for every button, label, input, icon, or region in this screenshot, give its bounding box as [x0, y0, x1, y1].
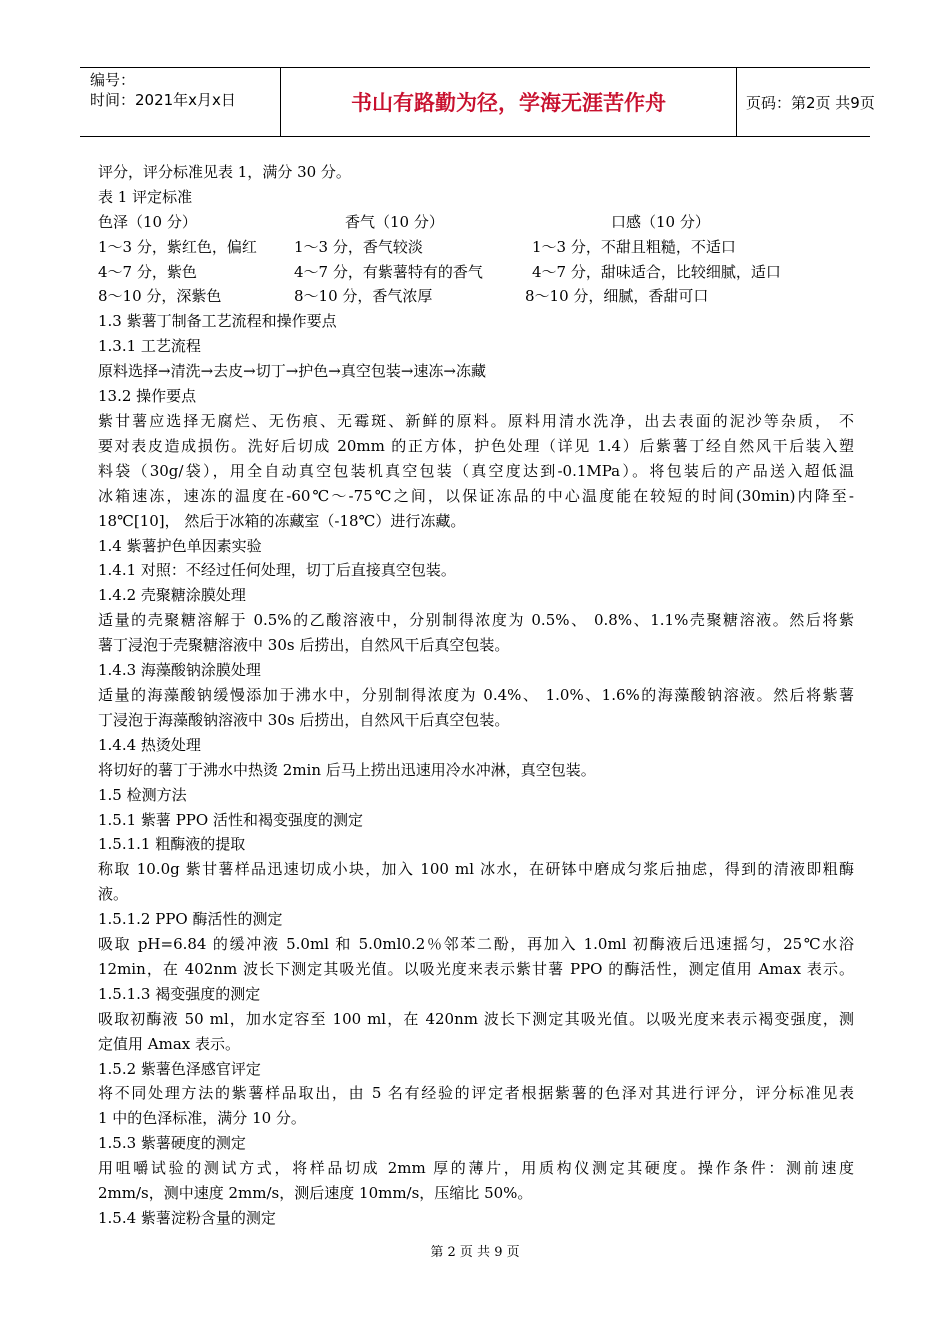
section-heading: 1.5.2 紫薯色泽感官评定 [98, 1059, 261, 1078]
header-motto-cell [280, 68, 737, 136]
table-header-row [98, 210, 854, 235]
table-cell: 8～10 分，深紫色 [98, 287, 222, 306]
header-motto: 书山有路勤为径，学海无涯苦作舟 [351, 91, 666, 115]
paragraph-line: 紫甘薯应选择无腐烂、无伤痕、无霉斑、新鲜的原料。原料用清水洗净，出去表面的泥沙等杂质， 不 [98, 412, 854, 430]
section-heading: 1.5.1.3 褐变强度的测定 [98, 984, 261, 1003]
table-cell: 4～7 分，紫色 [98, 262, 197, 281]
section-heading: 1.3 紫薯丁制备工艺流程和操作要点 [98, 312, 337, 331]
paragraph-line: 适量的壳聚糖溶解于 0.5%的乙酸溶液中，分别制得浓度为 0.5%、 0.8%、1.1%壳聚糖溶液。然后将紫 [98, 611, 854, 630]
paragraph-line: 将切好的薯丁于沸水中热烫 2min 后马上捞出迅速用冷水冲淋，真空包装。 [98, 760, 596, 779]
paragraph-line: 12min，在 402nm 波长下测定其吸光值。以吸光度来表示紫甘薯 PPO 的酶活性，测定值用 Amax 表示。 [98, 959, 854, 978]
section-heading: 13.2 操作要点 [98, 387, 197, 406]
paragraph-line: 18℃[10]， 然后于冰箱的冻藏室（-18℃）进行冻藏。 [98, 511, 466, 530]
section-heading: 1.4.1 对照：不经过任何处理，切丁后直接真空包装。 [98, 561, 456, 580]
section-heading: 1.5.1.2 PPO 酶活性的测定 [98, 910, 283, 929]
criteria-table [98, 210, 854, 310]
table-header-taste: 口感（10 分） [611, 212, 710, 231]
table-row [98, 260, 854, 285]
section-heading: 1.4 紫薯护色单因素实验 [98, 536, 262, 555]
table-row [98, 235, 854, 260]
page-header [80, 67, 875, 137]
table-title: 表 1 评定标准 [98, 187, 193, 206]
table-cell: 4～7 分，有紫薯特有的香气 [294, 262, 483, 281]
table-header-aroma: 香气（10 分） [345, 212, 444, 231]
section-heading: 1.5 检测方法 [98, 785, 187, 804]
paragraph-line: 1 中的色泽标准，满分 10 分。 [98, 1109, 306, 1128]
section-heading: 1.4.4 热烫处理 [98, 735, 201, 754]
table-row [98, 284, 854, 309]
section-heading: 1.4.3 海藻酸钠涂膜处理 [98, 661, 261, 680]
section-heading: 1.4.2 壳聚糖涂膜处理 [98, 586, 246, 605]
table-cell: 1～3 分，香气较淡 [294, 237, 423, 256]
paragraph-line: 薯丁浸泡于壳聚糖溶液中 30s 后捞出，自然风干后真空包装。 [98, 636, 510, 655]
paragraph-line: 定值用 Amax 表示。 [98, 1034, 240, 1053]
paragraph-line: 适量的海藻酸钠缓慢添加于沸水中，分别制得浓度为 0.4%、 1.0%、1.6%的海藻酸钠溶液。然后将紫薯 [98, 685, 854, 704]
section-heading: 1.3.1 工艺流程 [98, 337, 201, 356]
document-number-label: 编号： [90, 71, 136, 89]
paragraph-line: 用咀嚼试验的测试方式，将样品切成 2mm 厚的薄片，用质构仪测定其硬度。操作条件：测前速度 [98, 1159, 854, 1178]
paragraph-line: 评分，评分标准见表 1，满分 30 分。 [98, 163, 351, 181]
paragraph-line: 丁浸泡于海藻酸钠溶液中 30s 后捞出，自然风干后真空包装。 [98, 710, 510, 729]
table-cell: 4～7 分，甜味适合，比较细腻，适口 [532, 262, 781, 281]
table-cell: 8～10 分，细腻，香甜可口 [525, 287, 709, 306]
table-cell: 8～10 分，香气浓厚 [294, 287, 433, 306]
paragraph-line: 料袋（30g/袋），用全自动真空包装机真空包装（真空度达到-0.1MPa）。将包装后的产品送入超低温 [98, 461, 854, 480]
table-header-color: 色泽（10 分） [98, 212, 197, 231]
table-cell: 1～3 分，不甜且粗糙，不适口 [532, 237, 736, 256]
paragraph-line: 要对表皮造成损伤。洗好后切成 20mm 的正方体，护色处理（详见 1.4）后紫薯丁经自然风干后装入塑 [98, 436, 854, 455]
paragraph-line: 液。 [98, 885, 129, 904]
document-body [98, 160, 854, 1231]
paragraph-line: 2mm/s，测中速度 2mm/s，测后速度 10mm/s，压缩比 50%。 [98, 1184, 533, 1203]
page-footer: 第 2 页 共 9 页 [430, 1245, 520, 1260]
header-meta-cell [80, 68, 280, 136]
paragraph-line: 称取 10.0g 紫甘薯样品迅速切成小块，加入 100 ml 冰水，在研钵中磨成匀浆后抽虑，得到的清液即粗酶 [98, 860, 854, 879]
section-heading: 1.5.4 紫薯淀粉含量的测定 [98, 1209, 276, 1227]
paragraph-line: 冰箱速冻，速冻的温度在-60℃～-75℃之间，以保证冻品的中心温度能在较短的时间(30min)内降至- [98, 486, 854, 505]
section-heading: 1.5.1 紫薯 PPO 活性和褐变强度的测定 [98, 810, 363, 829]
paragraph-line: 将不同处理方法的紫薯样品取出，由 5 名有经验的评定者根据紫薯的色泽对其进行评分，评分标准见表 [98, 1084, 854, 1103]
paragraph-line: 吸取 pH=6.84 的缓冲液 5.0ml 和 5.0ml0.2％邻苯二酚，再加入 1.0ml 初酶液后迅速摇匀，25℃水浴 [98, 935, 854, 954]
paragraph-line: 吸取初酶液 50 ml，加水定容至 100 ml，在 420nm 波长下测定其吸光值。以吸光度来表示褐变强度，测 [98, 1009, 854, 1028]
process-flow: 原料选择→清洗→去皮→切丁→护色→真空包装→速冻→冻藏 [98, 362, 486, 381]
header-page-code: 页码：第2页 共9页 [746, 94, 875, 112]
table-cell: 1～3 分，紫红色，偏红 [98, 237, 257, 256]
header-page-cell [736, 68, 875, 136]
section-heading: 1.5.3 紫薯硬度的测定 [98, 1134, 246, 1153]
section-heading: 1.5.1.1 粗酶液的提取 [98, 835, 246, 854]
document-date: 时间：2021年x月x日 [90, 91, 236, 109]
